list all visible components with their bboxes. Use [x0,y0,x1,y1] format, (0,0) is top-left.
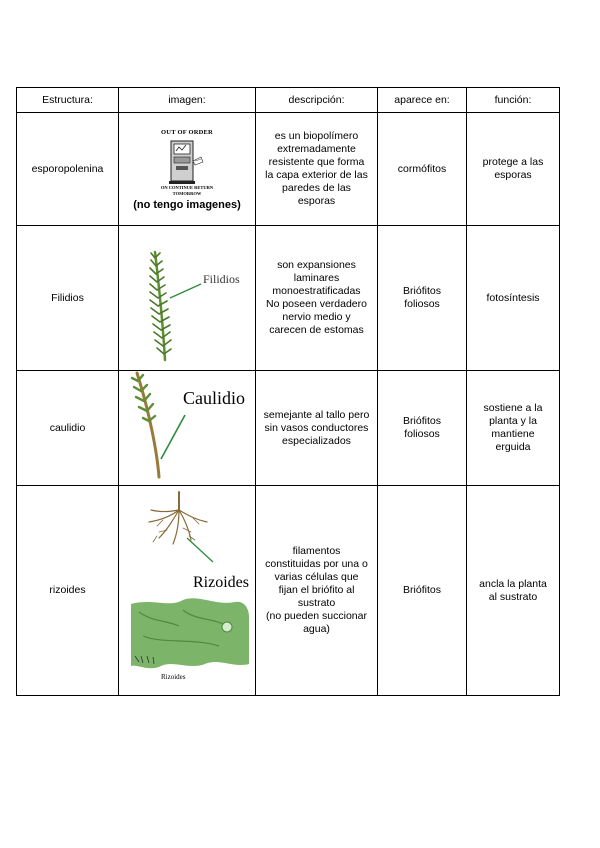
cell-descripcion: semejante al tallo pero sin vasos conductores especializados [256,371,378,486]
cell-descripcion: filamentos constituidas por una o varias células que fijan el briófito al sustrato (no pueden succionar agua) [256,486,378,696]
cell-estructura: rizoides [17,486,119,696]
header-descripcion: descripción: [256,88,378,113]
rizoides-illustration [123,486,251,691]
cell-imagen [119,486,256,696]
cell-imagen [119,371,256,486]
cell-aparece: Briófitos [378,486,467,696]
header-estructura: Estructura: [17,88,119,113]
cell-funcion: protege a las esporas [467,113,560,226]
moss-shoot-icon [150,252,171,360]
cell-aparece: Briófitos foliosos [378,226,467,371]
header-funcion: función: [467,88,560,113]
rizoides-small-label: Rizoides [161,673,186,681]
filidios-label: Filidios [203,272,240,286]
filidios-illustration [123,226,251,366]
header-aparece: aparece en: [378,88,467,113]
out-of-order-caption: ON CONTINUE RETURN TOMORROW [160,185,214,196]
pointer-arrow-icon [187,538,213,562]
rizoides-label: Rizoides [193,574,249,591]
broken-machine-icon [167,139,207,185]
table-row [17,486,560,696]
header-imagen: imagen: [119,88,256,113]
pointer-arrow-icon [161,415,185,459]
caulidio-label: Caulidio [183,388,245,408]
cell-imagen [119,113,256,226]
cell-estructura: esporopolenina [17,113,119,226]
liverwort-thallus-icon [131,598,249,668]
rhizoids-icon [149,492,207,544]
structures-table [16,87,560,696]
cell-estructura: Filidios [17,226,119,371]
table-row [17,226,560,371]
cell-aparece: Briófitos foliosos [378,371,467,486]
no-images-note: (no tengo imagenes) [133,199,241,211]
cell-descripcion: son expansiones laminares monoestratificadas No poseen verdadero nervio medio y carecen de estomas [256,226,378,371]
cell-estructura: caulidio [17,371,119,486]
out-of-order-image [119,126,255,212]
moss-stem-icon [132,373,159,477]
cell-funcion: fotosíntesis [467,226,560,371]
header-row [17,88,560,113]
cell-descripcion: es un biopolímero extremadamente resistente que forma la capa exterior de las paredes de las esporas [256,113,378,226]
cell-funcion: sostiene a la planta y la mantiene erguida [467,371,560,486]
table-row [17,113,560,226]
pointer-arrow-icon [170,284,201,298]
caulidio-illustration [123,371,251,481]
table-row [17,371,560,486]
cell-funcion: ancla la planta al sustrato [467,486,560,696]
out-of-order-title: OUT OF ORDER [161,129,213,136]
cell-imagen [119,226,256,371]
cell-aparece: cormófitos [378,113,467,226]
